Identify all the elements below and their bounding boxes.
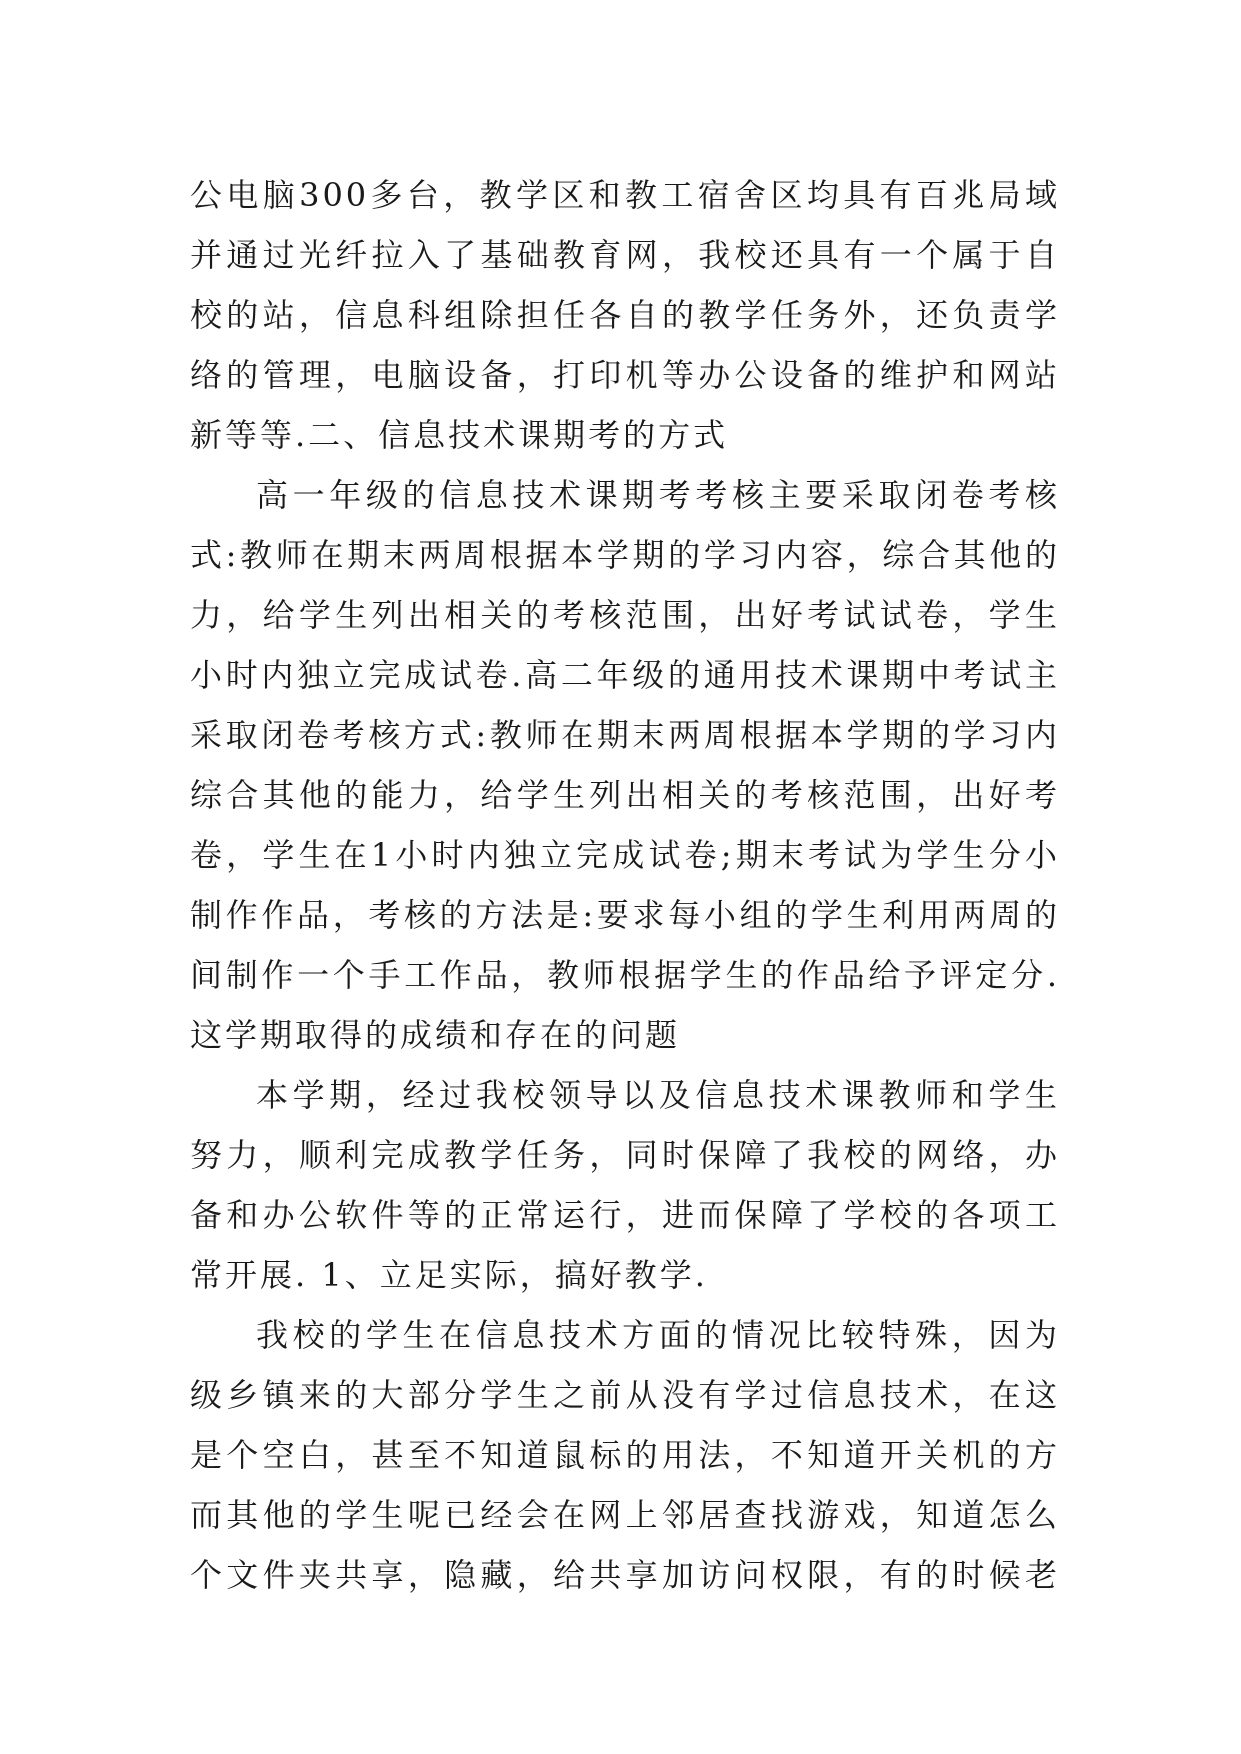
text-line: 级乡镇来的大部分学生之前从没有学过信息技术，在这: [190, 1376, 1060, 1414]
text-line: 小时内独立完成试卷.高二年级的通用技术课期中考试主: [190, 656, 1060, 694]
text-line: 公电脑300多台，教学区和教工宿舍区均具有百兆局域: [190, 176, 1060, 214]
text-line: 努力，顺利完成教学任务，同时保障了我校的网络，办: [190, 1136, 1060, 1174]
text-line: 而其他的学生呢已经会在网上邻居查找游戏，知道怎么: [190, 1496, 1060, 1534]
text-line: 间制作一个手工作品，教师根据学生的作品给予评定分.: [190, 956, 1060, 994]
text-line: 高一年级的信息技术课期考考核主要采取闭卷考核: [256, 476, 1060, 514]
text-line: 这学期取得的成绩和存在的问题: [190, 1016, 681, 1054]
text-line: 卷，学生在1小时内独立完成试卷;期末考试为学生分小: [190, 836, 1060, 874]
text-line: 力，给学生列出相关的考核范围，出好考试试卷，学生: [190, 596, 1060, 634]
text-line: 采取闭卷考核方式:教师在期末两周根据本学期的学习内: [190, 716, 1060, 754]
text-line: 个文件夹共享，隐藏，给共享加访问权限，有的时候老: [190, 1556, 1060, 1594]
text-line: 备和办公软件等的正常运行，进而保障了学校的各项工: [190, 1196, 1060, 1234]
text-line: 络的管理，电脑设备，打印机等办公设备的维护和网站: [190, 356, 1060, 394]
text-line: 综合其他的能力，给学生列出相关的考核范围，出好考: [190, 776, 1060, 814]
text-line: 制作作品，考核的方法是:要求每小组的学生利用两周的: [190, 896, 1060, 934]
text-line: 式:教师在期末两周根据本学期的学习内容，综合其他的: [190, 536, 1060, 574]
text-line: 我校的学生在信息技术方面的情况比较特殊，因为: [256, 1316, 1060, 1354]
text-line: 并通过光纤拉入了基础教育网，我校还具有一个属于自: [190, 236, 1060, 274]
text-line: 本学期，经过我校领导以及信息技术课教师和学生: [256, 1076, 1060, 1114]
document-body: [190, 165, 1060, 1605]
text-line: 常开展. 1、立足实际，搞好教学.: [190, 1256, 708, 1294]
text-line: 新等等.二、信息技术课期考的方式: [190, 416, 729, 454]
text-line: 是个空白，甚至不知道鼠标的用法，不知道开关机的方: [190, 1436, 1060, 1474]
text-line: 校的站，信息科组除担任各自的教学任务外，还负责学: [190, 296, 1060, 334]
